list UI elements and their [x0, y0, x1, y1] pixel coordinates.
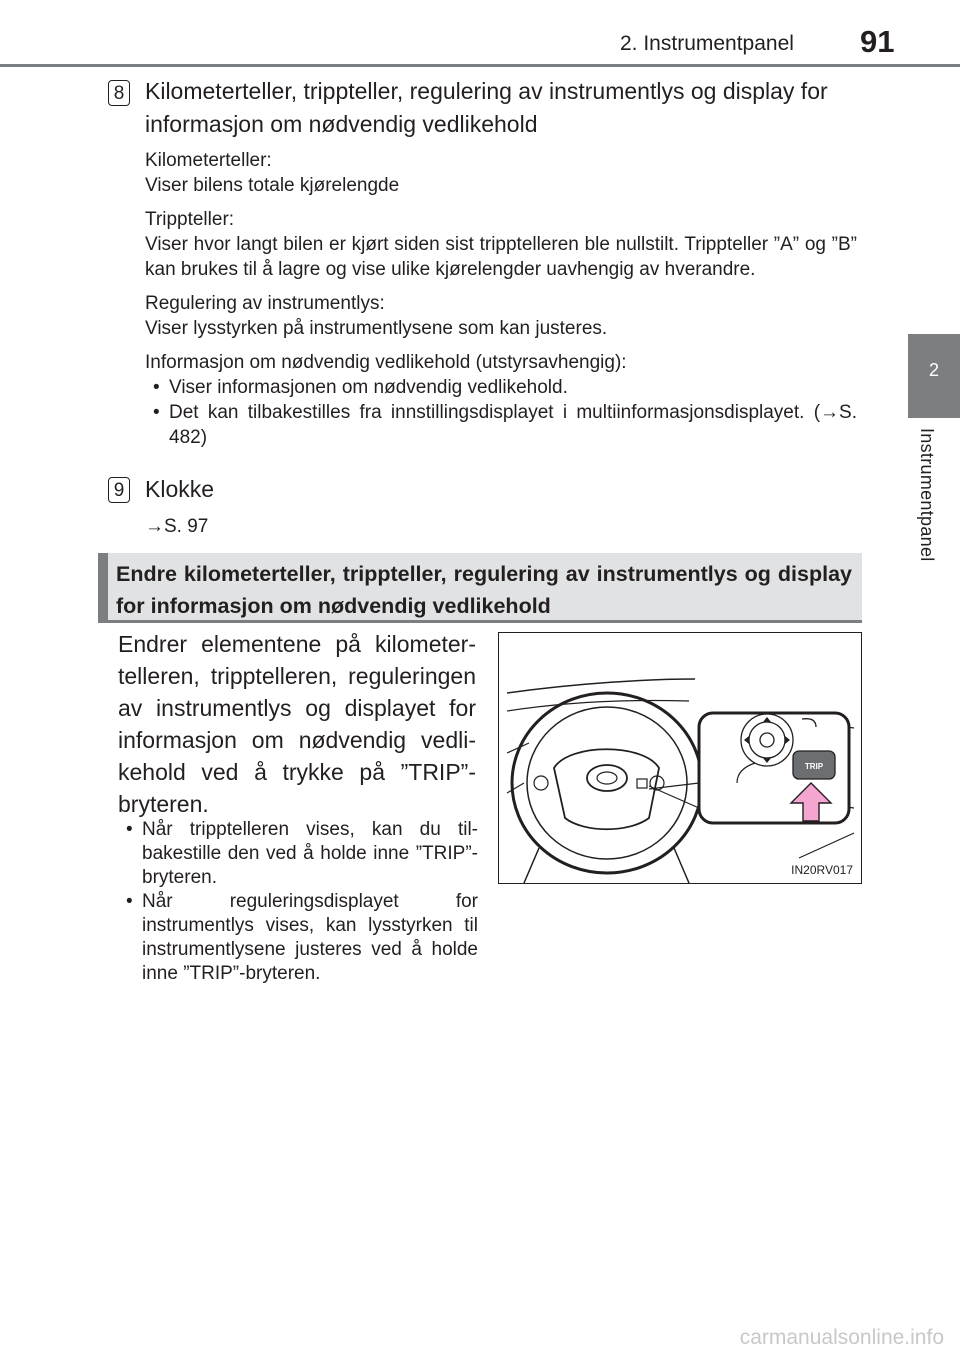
main-bullets-container [118, 818, 478, 986]
figure-code: IN20RV017 [791, 863, 853, 877]
tripmeter-label: Trippteller: [145, 209, 235, 230]
section-heading [98, 553, 862, 623]
steering-wheel-figure [498, 632, 862, 884]
item-9-title: Klokke [145, 476, 215, 502]
item-8-body [145, 148, 857, 459]
odometer-text: Viser bilens totale kjørelengde [145, 175, 400, 196]
chapter-tab [908, 334, 960, 418]
chapter-tab-label: Instrumentpanel [917, 428, 937, 562]
odometer-label: Kilometerteller: [145, 150, 272, 171]
steering-wheel-illustration [499, 633, 861, 883]
chapter-tab-number: 2 [928, 360, 939, 380]
header-section-title: 2. Instrumentpanel [620, 32, 794, 55]
main-bullets [118, 818, 478, 986]
section-heading-title: Endre kilometerteller, trippteller, regulering av instrumentlys og display for informasjon om nødvendig vedlikehold [116, 562, 852, 618]
header-divider [0, 64, 960, 67]
maintenance-label: Informasjon om nødvendig vedlikehold (utstyrsavhengig): [145, 352, 627, 373]
page-number: 91 [860, 24, 895, 59]
item-8-title: Kilometerteller, trippteller, regulering av instrumentlys og display for informasjon om nødvendig vedlikehold [145, 78, 828, 137]
list-item: • Det kan tilbakestilles fra innstillingsdisplayet i multiinformasjonsdisplayet. (→S. 482) [145, 400, 857, 450]
list-item: • Når tripptelleren vises, kan du tilbakestille den ved å holde inne ”TRIP”-bryteren. [118, 818, 478, 890]
maintenance-bullets [145, 375, 857, 450]
list-item: • Viser informasjonen om nødvendig vedlikehold. [145, 375, 857, 400]
tripmeter-text: Viser hvor langt bilen er kjørt siden sist tripptelleren ble nullstilt. Trippteller ”A” og ”B” kan brukes til å lagre og vise ulike kjørelengder uavhengig av hverandre. [145, 234, 857, 280]
main-instruction: Endrer elementene på kilometertelleren, tripptelleren, reguleringen av instrumentlys og displayet for informasjon om nødvendig vedlikehold ved å trykke på ”TRIP”-bryteren. [118, 631, 476, 817]
light-control-label: Regulering av instrumentlys: [145, 293, 385, 314]
section-heading-bar [98, 553, 108, 620]
item-9-badge: 9 [108, 477, 130, 503]
light-control-text: Viser lysstyrken på instrumentlysene som kan justeres. [145, 318, 608, 339]
list-item: • Når reguleringsdisplayet for instrumentlys vises, kan lysstyrken til instrumentlysene justeres ved å holde inne ”TRIP”-bryteren. [118, 890, 478, 986]
trip-button-label: TRIP [804, 762, 824, 771]
watermark: carmanualsonline.info [739, 1326, 944, 1349]
item-8-badge: 8 [108, 80, 130, 106]
item-9-reference: →S. 97 [145, 516, 209, 537]
